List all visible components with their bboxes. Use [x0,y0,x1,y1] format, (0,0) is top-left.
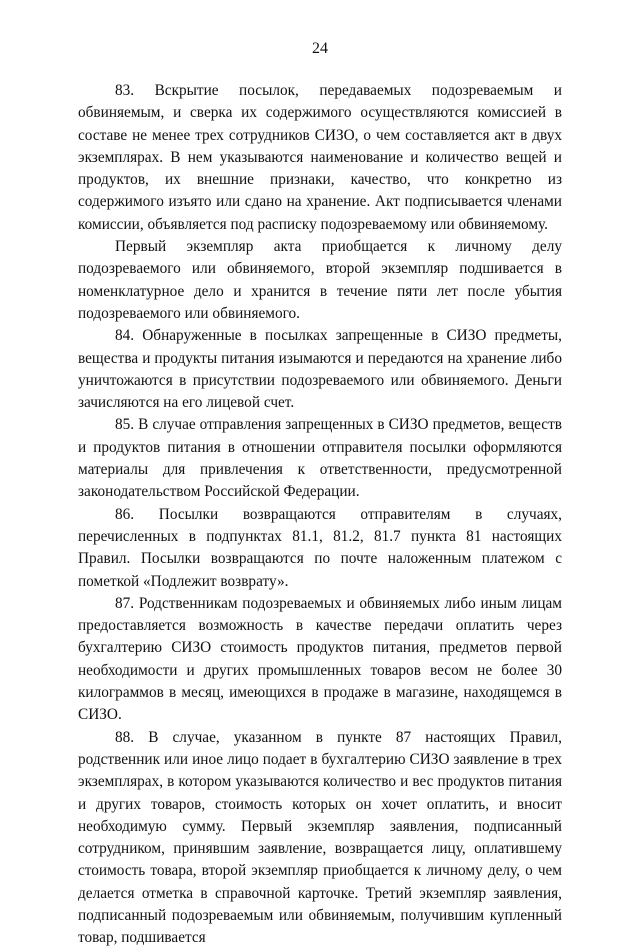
paragraph-84: 84. Обнаруженные в посылках запрещенные в СИЗО предметы, вещества и продукты питания изымаются и передаются на хранение либо уничтожаются в присутствии подозреваемого или обвиняемого. Деньги зачисляются на его лицевой счет. [78,327,562,412]
paragraph-86: 86. Посылки возвращаются отправителям в случаях, перечисленных в подпунктах 81.1, 81.2, 81.7 пункта 81 настоящих Правил. Посылки возвращаются по почте наложенным платежом с пометкой «Подлежит возврату». [78,505,562,590]
paragraph-87: 87. Родственникам подозреваемых и обвиняемых либо иным лицам предоставляется возможность в качестве передачи оплатить через бухгалтерию СИЗО стоимость продуктов питания, предметов первой необходимости и других промышленных товаров весом не более 30 килограммов в месяц, имеющихся в продаже в магазине, находящемся в СИЗО. [78,594,562,724]
paragraph-85: 85. В случае отправления запрещенных в СИЗО предметов, веществ и продуктов питания в отношении отправителя посылки оформляются материалы для привлечения к ответственности, предусмотренной законодательством Российской Федерации. [78,416,562,501]
paragraph-88: 88. В случае, указанном в пункте 87 настоящих Правил, родственник или иное лицо подает в бухгалтерию СИЗО заявление в трех экземплярах, в котором указываются количество и вес продуктов питания и других товаров, стоимость которых он хочет оплатить, и вносит необходимую сумму. Первый экземпляр заявления, подписанный сотрудником, принявшим заявление, возвращается лицу, оплатившему стоимость товара, второй экземпляр приобщается к личному делу, о чем делается отметка в справочной карточке. Третий экземпляр заявления, подписанный подозреваемым или обвиняемым, получившим купленный товар, подшивается [78,728,562,947]
page-number: 24 [312,40,328,57]
document-body [78,80,562,950]
paragraph-83-continuation: Первый экземпляр акта приобщается к личному делу подозреваемого или обвиняемого, второй экземпляр подшивается в номенклатурное дело и хранится в течение пяти лет после убытия подозреваемого или обвиняемого. [78,238,562,322]
paragraph-83: 83. Вскрытие посылок, передаваемых подозреваемым и обвиняемым, и сверка их содержимого осуществляются комиссией в составе не менее трех сотрудников СИЗО, о чем составляется акт в двух экземплярах. В нем указываются наименование и количество вещей и продуктов, их внешние признаки, качество, что конкретно из содержимого изъято или сдано на хранение. Акт подписывается членами комиссии, объявляется под расписку подозреваемому или обвиняемому. [78,82,562,233]
